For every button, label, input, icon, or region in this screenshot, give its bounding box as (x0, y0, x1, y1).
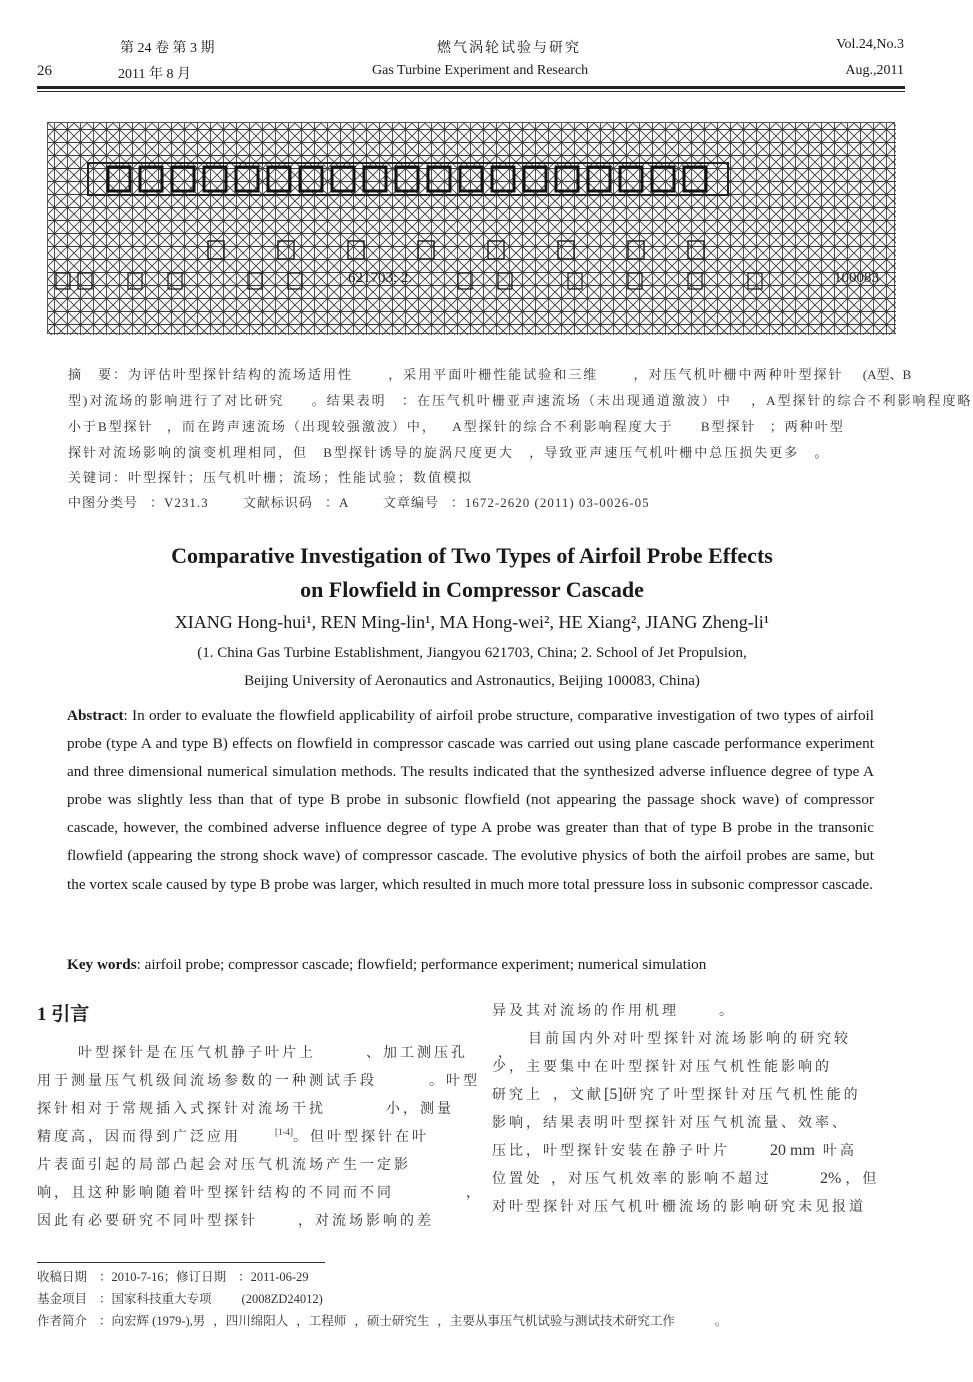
left-col-line-3 (37, 1098, 454, 1118)
article-no-label: 文章编号 (382, 495, 439, 510)
cn-text: ，对压气机叶栅中两种叶型探针 (633, 367, 844, 382)
body-text: 叶高 (822, 1144, 857, 1159)
revised-label: 修订日期 (176, 1270, 227, 1284)
right-col-line-3: 少，主要集中在叶型探针对压气机性能影响的 (492, 1060, 832, 1075)
cn-text: (A型、B (862, 367, 912, 382)
cn-text: ：在压气机叶栅亚声速流场（未出现通道激波）中 (401, 393, 732, 408)
body-text: 20 mm (770, 1142, 815, 1159)
affiliation-line-1: (1. China Gas Turbine Establishment, Jiangyou 621703, China; 2. School of Jet Propulsion, (197, 645, 747, 661)
cn-text: B型探针诱导的旋涡尺度更大 (323, 445, 514, 460)
cn-text: B型探针 (700, 419, 757, 434)
received-date: 2010-7-16 (111, 1270, 164, 1284)
body-text: ， (498, 1046, 515, 1061)
clc-code: V231.3 (164, 495, 209, 510)
body-text: 用于测量压气机级间流场参数的一种测试手段 (37, 1074, 377, 1089)
bio-text: ，主要从事压气机试验与测试技术研究工作 (437, 1314, 675, 1328)
volume-en: Vol.24,No.3 (836, 37, 904, 52)
left-col-line-7 (37, 1210, 434, 1230)
bio-text: ，硕士研究生 (354, 1314, 430, 1328)
body-text: 位置处 (492, 1172, 543, 1187)
fund-name: 国家科技重大专项 (111, 1292, 212, 1306)
cn-text: ；两种叶型 (769, 419, 845, 434)
left-col-line-2 (37, 1070, 480, 1090)
date-cn: 2011 年 8 月 (118, 67, 191, 82)
body-text: ，对流场影响的差 (298, 1214, 434, 1229)
abstract-en (67, 702, 874, 899)
citation: [5] (604, 1086, 623, 1103)
left-col-line-4 (37, 1126, 429, 1146)
cn-text: 小于B型探针 (68, 419, 154, 434)
bio-text: 。 (714, 1314, 728, 1328)
cn-text: 。结果表明 (311, 393, 387, 408)
cn-text: ，采用平面叶栅性能试验和三维 (388, 367, 599, 382)
title-banner (47, 122, 895, 334)
doc-code: A (338, 495, 349, 510)
bio-text: ，四川绵阳人 (213, 1314, 289, 1328)
clc-label: 中图分类号 (68, 495, 139, 510)
fund-label: 基金项目 (37, 1292, 88, 1306)
cn-abstract-line-3 (68, 416, 845, 435)
cn-abstract-line-4 (68, 442, 829, 461)
section-heading-1: 1 引言 (37, 1004, 90, 1025)
cn-text: 探针对流场影响的演变机理相同，但 (68, 445, 309, 460)
cn-keywords: 关键词：叶型探针；压气机叶栅；流场；性能试验；数值模拟 (68, 470, 474, 485)
keywords-en (67, 956, 877, 974)
left-col-line-6 (37, 1182, 483, 1202)
body-text: ，对压气机效率的影响不超过 (551, 1172, 772, 1187)
journal-cn: 燃气涡轮试验与研究 (437, 41, 581, 56)
affiliation-line-2: Beijing University of Aeronautics and Astronautics, Beijing 100083, China) (244, 673, 700, 689)
body-text: 。叶型 (429, 1074, 480, 1089)
cn-text: ，而在跨声速流场（出现较强激波）中， (166, 419, 437, 434)
body-text: 、加工测压孔 (366, 1046, 468, 1061)
body-text: 因此有必要研究不同叶型探针 (37, 1214, 258, 1229)
body-text: 异及其对流场的作用机理 (492, 1004, 679, 1019)
left-col-line-5: 片表面引起的局部凸起会对压气机流场产生一定影 (37, 1158, 411, 1173)
body-text: 压比 (492, 1144, 526, 1159)
cn-text: ，A型探针的综合不利影响程度略 (751, 393, 973, 408)
body-text: 。 (719, 1004, 736, 1019)
title-en-line-2: on Flowfield in Compressor Cascade (300, 577, 644, 602)
cn-text: 型)对流场的影响进行了对比研究 (68, 393, 285, 408)
banner-postcode: 100083 (834, 270, 879, 286)
abstract-text: : In order to evaluate the flowfield applicability of airfoil probe structure, comparative investigation of two types of airfoil probe (type A and type B) effects on flowfield in compressor cascade was carried out using plane cascade performance experiment and three dimensional numerical simulation methods. The results indicated that the synthesized adverse influence degree of type A probe was slightly less than that of type B probe in subsonic flowfield (not appearing the passage shock wave) of compressor cascade, however, the combined adverse influence degree of type A probe was greater than that of type B probe in the transonic flowfield (appearing the strong shock wave) of compressor cascade. The evolutive physics of both the airfoil probes are same, but the vortex scale caused by type B probe was larger, which resulted in much more total pressure loss in subsonic compressor cascade. (67, 707, 874, 893)
body-text: 小，测量 (386, 1102, 454, 1117)
received-label: 收稿日期 (37, 1270, 88, 1284)
banner-affil-numbers: 621703; 2. (348, 270, 413, 286)
body-text: 研究上 (492, 1088, 543, 1103)
keywords-label: Key words (67, 956, 137, 973)
right-col-line-1 (492, 1000, 736, 1020)
header-rule-thick (37, 86, 905, 89)
left-col-line-1 (78, 1042, 515, 1062)
body-text: 叶型探针是在压气机静子叶片上 (78, 1046, 316, 1061)
authors-en: XIANG Hong-hui¹, REN Ming-lin¹, MA Hong-wei², HE Xiang², JIANG Zheng-li¹ (174, 612, 770, 632)
doc-code-label: 文献标识码 (242, 495, 313, 510)
body-text: ，叶型探针安装在静子叶片 (526, 1144, 730, 1159)
date-en: Aug.,2011 (845, 63, 904, 78)
footnote-rule (37, 1262, 325, 1263)
citation: [1-4] (275, 1127, 293, 1138)
body-text: 探针相对于常规插入式探针对流场干扰 (37, 1102, 326, 1117)
body-text: ，文献 (553, 1088, 604, 1103)
cn-text: A型探针的综合不利影响程度大于 (452, 419, 674, 434)
body-text: 2% (820, 1170, 842, 1187)
right-col-line-8: 对叶型探针对压气机叶栅流场的影响研究未见报道 (492, 1200, 866, 1215)
right-col-line-7 (492, 1168, 879, 1188)
right-col-line-2: 目前国内外对叶型探针对流场影响的研究较 (528, 1032, 851, 1047)
keywords-text: : airfoil probe; compressor cascade; flowfield; performance experiment; numerical simulation (136, 956, 707, 973)
body-text: 精度高，因而得到广泛应用 (37, 1130, 241, 1145)
body-text: 。但叶型探针在叶 (293, 1130, 429, 1145)
crosshatch-pattern (48, 123, 896, 335)
body-text: 研究了叶型探针对压气机性能的 (622, 1088, 861, 1103)
cn-abstract-line-1 (68, 364, 911, 383)
bio-label: 作者简介 (37, 1314, 88, 1328)
fund-code: (2008ZD24012) (241, 1292, 323, 1306)
bio-text: 向宏辉 (1979-),男 (111, 1314, 206, 1328)
article-no: 1672-2620 (2011) 03-0026-05 (464, 495, 650, 510)
revised-date: 2011-06-29 (250, 1270, 309, 1284)
footnote-bio: 作者简介 ：向宏辉 (1979-),男 ，四川绵阳人 ，工程师 ，硕士研究生 ，主要从事压气机试验与测试技术研究工作 。 (37, 1314, 728, 1328)
journal-en: Gas Turbine Experiment and Research (372, 63, 589, 78)
right-col-line-4 (492, 1084, 861, 1104)
footnote-received: 收稿日期 ：2010-7-16；修订日期 ：2011-06-29 (37, 1270, 309, 1284)
right-col-line-5: 影响，结果表明叶型探针对压气机流量、效率、 (492, 1116, 849, 1131)
abstract-label: Abstract (67, 707, 124, 724)
cn-text: ，导致亚声速压气机叶栅中总压损失更多 (529, 445, 800, 460)
volume-cn: 第 24 卷 第 3 期 (120, 41, 215, 56)
header-rule-thin (37, 91, 905, 92)
body-text: ，但 (845, 1172, 880, 1187)
body-text: ， (466, 1186, 483, 1201)
bio-text: ，工程师 (296, 1314, 347, 1328)
cn-text: 。 (814, 445, 830, 460)
page-number: 26 (37, 63, 52, 79)
footnote-fund: 基金项目 ：国家科技重大专项 (2008ZD24012) (37, 1292, 323, 1306)
title-en-line-1: Comparative Investigation of Two Types of Airfoil Probe Effects (171, 543, 773, 568)
cn-abstract-line-2 (68, 390, 973, 409)
cn-classification: 中图分类号 ：V231.3 文献标识码 ：A 文章编号 ：1672-2620 (2011) 03-0026-05 (68, 495, 650, 510)
right-col-line-6 (492, 1140, 857, 1160)
body-text: 响，且这种影响随着叶型探针结构的不同而不同 (37, 1186, 394, 1201)
cn-text: 摘 要：为评估叶型探针结构的流场适用性 (68, 367, 354, 382)
